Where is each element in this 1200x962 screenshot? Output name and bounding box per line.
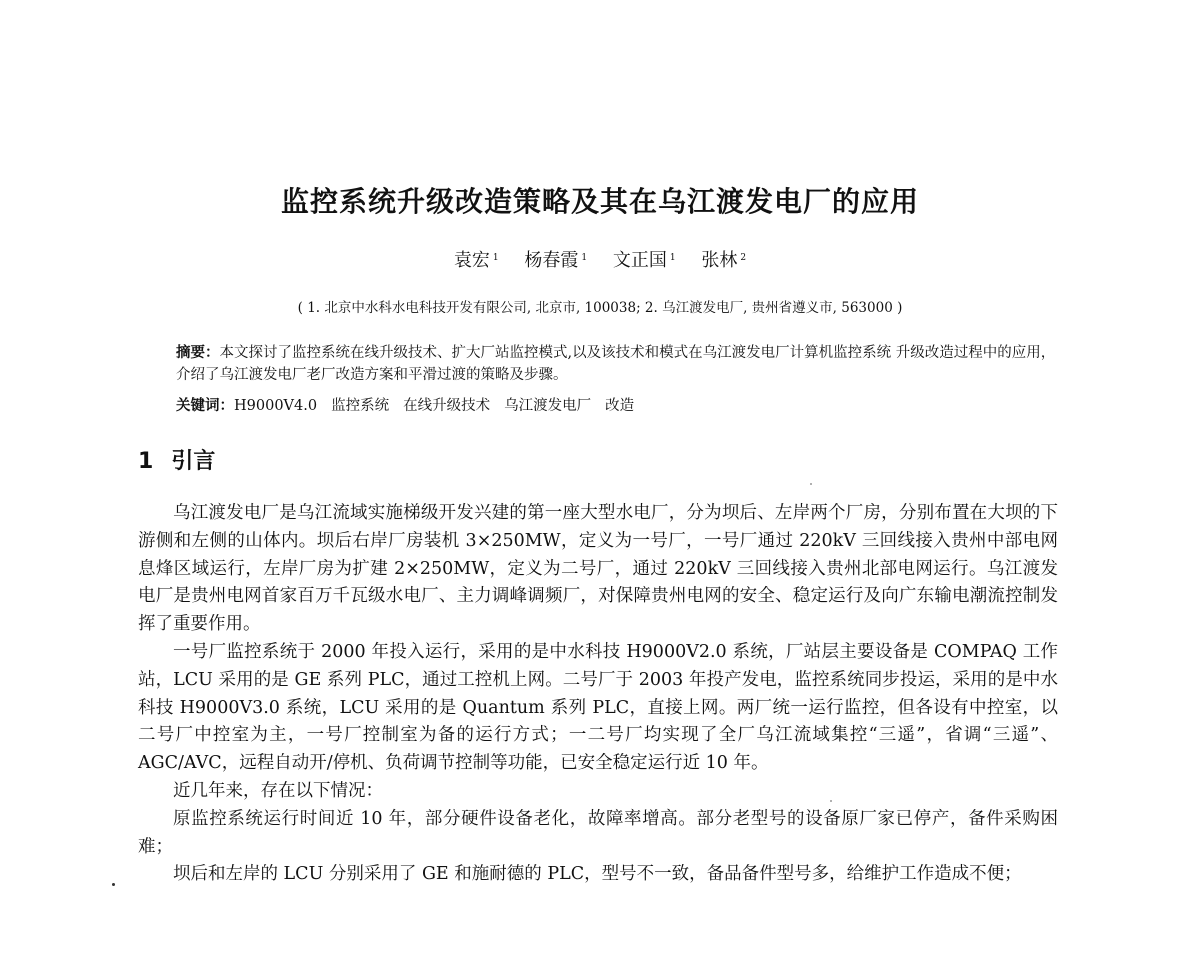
author-affil-mark: 1 xyxy=(669,253,676,263)
author-name: 袁宏 xyxy=(453,250,490,271)
author-3 xyxy=(613,250,676,271)
author-affil-mark: 2 xyxy=(740,253,747,263)
abstract xyxy=(176,342,1066,386)
author-list xyxy=(0,246,1200,272)
author-4 xyxy=(701,250,746,271)
keyword: 在线升级技术 xyxy=(403,398,491,414)
paragraph: 近几年来，存在以下情况： xyxy=(173,780,383,801)
scan-speck xyxy=(112,883,115,886)
affiliation: ( 1. 北京中水科水电科技开发有限公司, 北京市, 100038; 2. 乌江渡发电厂, 贵州省遵义市, 563000 ) xyxy=(297,300,903,316)
abstract-label: 摘要： xyxy=(176,345,220,361)
section-heading xyxy=(138,444,215,475)
abstract-text: 本文探讨了监控系统在线升级技术、扩大厂站监控模式,以及该技术和模式在乌江渡发电厂计算机监控系统 升级改造过程中的应用，介绍了乌江渡发电厂老厂改造方案和平滑过渡的策略及步骤。 xyxy=(176,345,1056,383)
paragraph: 乌江渡发电厂是乌江流域实施梯级开发兴建的第一座大型水电厂，分为坝后、左岸两个厂房，分别布置在大坝的下游侧和左侧的山体内。坝后右岸厂房装机 3×250MW，定义为一号厂，一号厂通过 220kV 三回线接入贵州中部电网息烽区域运行，左岸厂房为扩建 2×250MW，定义为二号厂，通过 220kV 三回线接入贵州北部电网运行。乌江渡发电厂是贵州电网首家百万千瓦级水电厂、主力调峰调频厂，对保障贵州电网的安全、稳定运行及向广东输电潮流控制发挥了重要作用。 xyxy=(138,503,1058,635)
scan-speck xyxy=(830,800,832,802)
author-affil-mark: 1 xyxy=(581,253,588,263)
author-2 xyxy=(524,250,587,271)
author-name: 文正国 xyxy=(612,250,667,271)
keyword: H9000V4.0 xyxy=(234,398,318,414)
keyword: 乌江渡发电厂 xyxy=(504,398,592,414)
paragraph: 坝后和左岸的 LCU 分别采用了 GE 和施耐德的 PLC，型号不一致，备品备件型号多，给维护工作造成不便； xyxy=(173,864,1022,885)
paragraph: 一号厂监控系统于 2000 年投入运行，采用的是中水科技 H9000V2.0 系统，厂站层主要设备是 COMPAQ 工作站，LCU 采用的是 GE 系列 PLC，通过工控机上网。二号厂于 2003 年投产发电，监控系统同步投运，采用的是中水科技 H9000V3.0 系统，LCU 采用的是 Quantum 系列 PLC，直接上网。两厂统一运行监控，但各设有中控室，以二号厂中控室为主，一号厂控制室为备的运行方式；一二号厂均实现了全厂乌江流域集控“三遥”，省调“三遥”、AGC/AVC，远程自动开/停机、负荷调节控制等功能，已安全稳定运行近 10 年。 xyxy=(138,641,1058,774)
author-affil-mark: 1 xyxy=(492,253,499,263)
paper-title: 监控系统升级改造策略及其在乌江渡发电厂的应用 xyxy=(280,185,919,218)
scan-speck xyxy=(810,483,812,485)
keyword: 改造 xyxy=(605,398,635,414)
author-1 xyxy=(454,250,499,271)
keywords-label: 关键词： xyxy=(176,398,234,414)
paragraph: 原监控系统运行时间近 10 年，部分硬件设备老化，故障率增高。部分老型号的设备原厂家已停产，备件采购困难； xyxy=(138,808,1058,857)
author-name: 张林 xyxy=(701,250,738,271)
section-title: 引言 xyxy=(171,449,216,474)
keywords xyxy=(176,395,1066,417)
section-number: 1 xyxy=(138,449,154,474)
keyword: 监控系统 xyxy=(331,398,390,414)
body-text xyxy=(138,500,1058,889)
author-name: 杨春霞 xyxy=(524,250,579,271)
